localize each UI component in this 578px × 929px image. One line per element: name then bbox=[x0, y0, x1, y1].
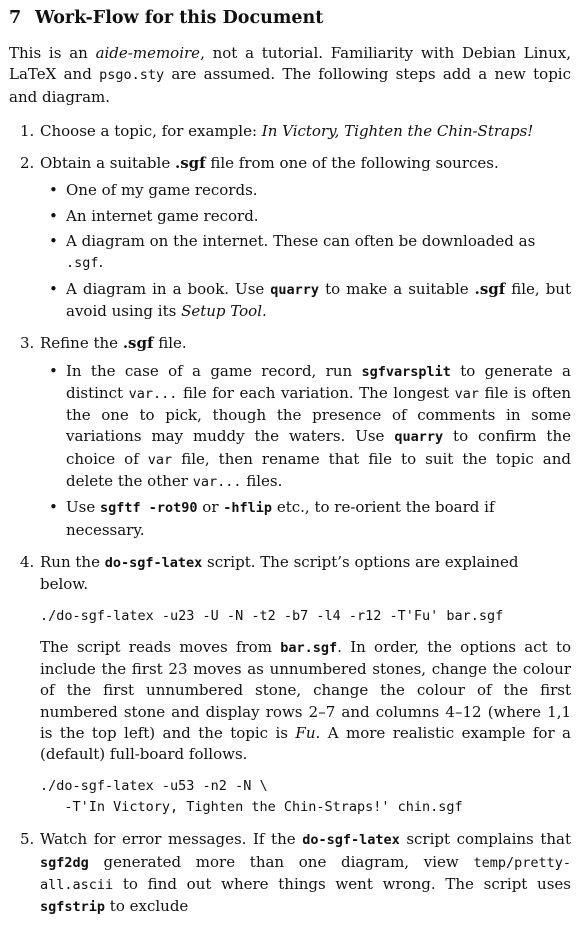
step-text: script. The script’s options are explained below. bbox=[40, 552, 519, 594]
bullet-icon: • bbox=[49, 361, 58, 380]
bullet-item bbox=[40, 361, 571, 494]
bullet-code: var... bbox=[192, 474, 242, 491]
bullet-emphasis: Setup Tool bbox=[181, 301, 263, 320]
step-text: Run the bbox=[40, 552, 105, 571]
bullet-text: files. bbox=[241, 472, 283, 491]
step-number: 3. bbox=[20, 334, 35, 353]
step-item bbox=[9, 552, 571, 818]
steps-list bbox=[9, 121, 571, 919]
intro-text: This is an bbox=[9, 44, 96, 62]
bullet-item bbox=[40, 231, 571, 275]
step-number: 1. bbox=[20, 121, 35, 140]
bullet-code: quarry bbox=[394, 429, 444, 446]
intro-text: are assumed. The following steps add a new topic and diagram. bbox=[9, 65, 571, 106]
bullet-icon: • bbox=[49, 232, 58, 251]
bullet-text: One of my game records. bbox=[66, 181, 258, 200]
step-text: Obtain a suitable bbox=[40, 154, 175, 173]
bullet-text: file, then rename that file to suit the topic and delete the other bbox=[66, 449, 571, 491]
step-code: do-sgf-latex bbox=[104, 554, 203, 571]
step-number: 2. bbox=[20, 154, 35, 173]
step-item bbox=[9, 333, 571, 541]
command-example: ./do-sgf-latex -u53 -n2 -N \ -T'In Victory, Tighten the Chin-Straps!' chin.sgf bbox=[40, 777, 463, 815]
step-text: Refine the bbox=[40, 334, 123, 353]
step-emphasis: Fu bbox=[295, 724, 316, 743]
bullet-text: An internet game record. bbox=[66, 206, 259, 225]
bullet-text: file for each variation. The longest bbox=[177, 383, 455, 402]
bullet-item bbox=[40, 206, 571, 227]
section-number: 7 bbox=[9, 8, 22, 28]
step-text: The script reads moves from bbox=[40, 637, 281, 656]
step-number: 4. bbox=[20, 552, 35, 571]
step-text: to exclude bbox=[105, 897, 189, 916]
step-code: sgf2dg bbox=[40, 854, 89, 871]
bullet-icon: • bbox=[49, 181, 58, 200]
step-text: to find out where things went wrong. The script uses bbox=[113, 874, 571, 893]
step-emphasis: In Victory, Tighten the Chin-Straps! bbox=[261, 121, 534, 140]
intro-text: and bbox=[56, 65, 100, 84]
step-paragraph bbox=[40, 637, 571, 766]
command-example: ./do-sgf-latex -u23 -U -N -t2 -b7 -l4 -r12 -T'Fu' bar.sgf bbox=[40, 607, 504, 624]
bullet-code: .sgf bbox=[66, 255, 99, 272]
step-code: do-sgf-latex bbox=[302, 832, 400, 849]
bullet-bold: .sgf bbox=[474, 279, 506, 298]
step-number: 5. bbox=[20, 830, 35, 849]
intro-emphasis: aide-memoire bbox=[95, 44, 201, 62]
step-text: Choose a topic, for example: bbox=[40, 121, 262, 140]
bullet-text: file, but avoid using its bbox=[66, 279, 571, 320]
step-code: bar.sgf bbox=[280, 639, 338, 656]
intro-text: , not a tutorial. Familiarity with Debian Linux, bbox=[200, 44, 571, 62]
bullet-text: file is often the one to pick, though the presence of comments in some variations may muddy the waters. Use bbox=[66, 383, 571, 446]
step-item bbox=[9, 829, 571, 918]
step-text: Watch for error messages. If the bbox=[40, 830, 303, 849]
bullet-code: quarry bbox=[270, 281, 320, 298]
step-text: generated more than one diagram, view bbox=[88, 852, 474, 871]
bullet-icon: • bbox=[49, 498, 58, 517]
step-text: . In order, the options act to include the first 23 moves as unnumbered stones, change the colour of the first unnumbered stone, change the colour of the first numbered stone and display rows 2–7 and columns 4–12 (where 1,1 is the top left) and the topic is bbox=[40, 637, 572, 743]
document-page bbox=[9, 6, 571, 929]
latex-logo: LaTeX bbox=[9, 65, 57, 84]
bullet-list bbox=[40, 180, 571, 322]
bullet-text: In the case of a game record, run bbox=[66, 361, 362, 380]
intro-code: psgo.sty bbox=[99, 67, 165, 84]
section-title: Work-Flow for this Document bbox=[35, 8, 324, 28]
bullet-text: to generate a distinct bbox=[66, 361, 571, 402]
bullet-text: Use bbox=[66, 498, 100, 517]
bullet-text: etc., to re-orient the board if necessary. bbox=[66, 498, 495, 539]
bullet-code: sgfvarsplit bbox=[361, 363, 451, 380]
step-text: file. bbox=[153, 334, 187, 353]
bullet-code: -hflip bbox=[223, 500, 273, 517]
step-item bbox=[9, 121, 571, 142]
bullet-icon: • bbox=[49, 279, 58, 298]
bullet-text: A diagram on the internet. These can often be downloaded as bbox=[66, 232, 536, 251]
bullet-text: or bbox=[197, 498, 224, 517]
bullet-code: var... bbox=[128, 385, 178, 402]
bullet-item bbox=[40, 180, 571, 201]
bullet-icon: • bbox=[49, 206, 58, 225]
step-code: sgfstrip bbox=[40, 899, 106, 916]
section-heading bbox=[9, 6, 571, 30]
bullet-item bbox=[40, 279, 571, 323]
bullet-code: sgftf -rot90 bbox=[99, 500, 198, 517]
bullet-text: to make a suitable bbox=[319, 279, 475, 298]
bullet-list bbox=[40, 361, 571, 541]
bullet-item bbox=[40, 497, 571, 541]
step-item bbox=[9, 153, 571, 322]
step-bold: .sgf bbox=[122, 334, 154, 353]
bullet-text: to confirm the choice of bbox=[66, 427, 572, 468]
step-text: script complains that bbox=[399, 830, 571, 849]
bullet-code: var bbox=[454, 385, 479, 402]
step-bold: .sgf bbox=[174, 154, 206, 173]
step-text: . A more realistic example for a (default) full-board follows. bbox=[40, 724, 571, 764]
bullet-text: A diagram in a book. Use bbox=[66, 279, 271, 298]
step-code: temp/pretty-all.ascii bbox=[40, 854, 571, 893]
bullet-code: var bbox=[147, 451, 173, 468]
step-text: file from one of the following sources. bbox=[205, 154, 499, 173]
intro-paragraph bbox=[9, 43, 571, 108]
bullet-text: . bbox=[262, 301, 267, 320]
bullet-text: . bbox=[98, 253, 104, 272]
